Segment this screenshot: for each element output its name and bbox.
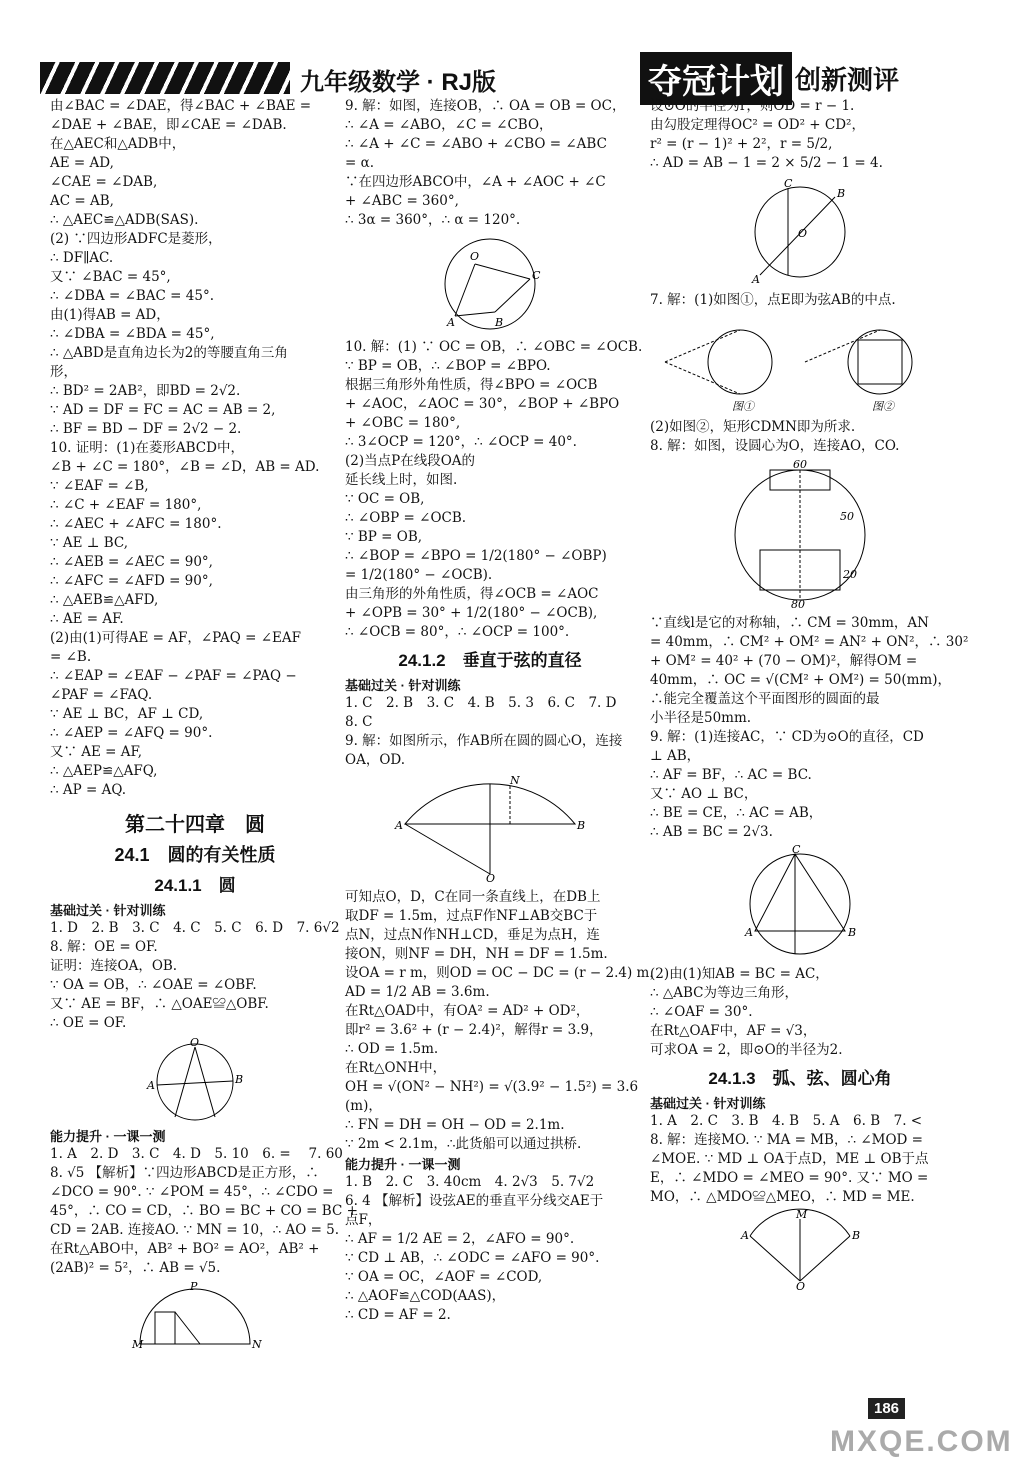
text-line: ∠PAF = ∠FAQ. bbox=[50, 687, 153, 703]
svg-text:B: B bbox=[577, 819, 586, 832]
fig-label-1: 图① bbox=[732, 400, 754, 413]
text-line: ∵在四边形ABCO中，∠A + ∠AOC + ∠C bbox=[345, 174, 606, 190]
text-line: ∵ OC = OB, bbox=[345, 491, 425, 507]
text-line: 1. A 2. C 3. B 4. B 5. A 6. B 7. < bbox=[650, 1113, 923, 1129]
figure-7-pair bbox=[660, 314, 940, 414]
fig-label-2: 图② bbox=[872, 400, 894, 413]
text-line: 8. C bbox=[345, 714, 373, 730]
text-line: ∴ BF = BD − DF = 2√2 − 2. bbox=[50, 421, 242, 437]
watermark: MXQE.COM bbox=[830, 1425, 1013, 1458]
text-line: ∴ OD = 1.5m. bbox=[345, 1041, 439, 1057]
text-line: ∴ ∠C + ∠EAF = 180°, bbox=[50, 497, 202, 513]
text-line: 8. 解：如图，设圆心为O，连接AO，CO. bbox=[650, 438, 900, 454]
text-line: 证明：连接OA，OB. bbox=[50, 958, 178, 974]
svg-text:A: A bbox=[741, 1229, 749, 1242]
basic-heading: 基础过关 · 针对训练 bbox=[50, 903, 166, 918]
svg-text:B: B bbox=[852, 1229, 861, 1242]
text-line: ∴ AE = AF. bbox=[50, 611, 124, 627]
text-line: ∵ BP = OB, bbox=[345, 529, 423, 545]
text-line: 10. 证明：(1)在菱形ABCD中， bbox=[50, 440, 244, 456]
text-line: ∠B + ∠C = 180°，∠B = ∠D，AB = AD. bbox=[50, 459, 320, 475]
text-line: OA，OD. bbox=[345, 752, 406, 768]
text-line: + ∠AOC，∠AOC = 30°，∠BOP + ∠BPO bbox=[345, 396, 620, 412]
svg-text:C: C bbox=[532, 269, 541, 282]
header-subject: 九年级数学 · RJ版 bbox=[300, 69, 497, 96]
svg-text:O: O bbox=[796, 1280, 806, 1293]
text-line: 8. √5 【解析】∵四边形ABCD是正方形，∴ bbox=[50, 1165, 319, 1181]
text-line: ∴ DF∥AC. bbox=[50, 250, 114, 266]
text-line: 9. 解：如图，连接OB，∴ OA = OB = OC， bbox=[345, 98, 626, 114]
svg-text:P: P bbox=[190, 1280, 198, 1293]
text-line: ∵ ∠EAF = ∠B, bbox=[50, 478, 149, 494]
text-line: 设⊙O的半径为r，则OD = r − 1. bbox=[650, 98, 855, 114]
col3-block-a bbox=[650, 97, 950, 173]
svg-text:B: B bbox=[235, 1073, 244, 1086]
text-line: 1. B 2. C 3. 40cm 4. 2√3 5. 7√2 bbox=[345, 1174, 595, 1190]
text-line: (2) ∵四边形ADFC是菱形， bbox=[50, 231, 222, 247]
text-line: 根据三角形外角性质，得∠BPO = ∠OCB bbox=[345, 377, 598, 393]
text-line: 由(1)得AB = AD， bbox=[50, 307, 170, 323]
ability-heading: 能力提升 · 一课一测 bbox=[50, 1129, 166, 1144]
text-line: ∴ ∠DBA = ∠BDA = 45°, bbox=[50, 326, 215, 342]
text-line: ∴ ∠BOP = ∠BPO = 1/2(180° − ∠OBP) bbox=[345, 548, 607, 564]
text-line: 在Rt△OAF中，AF = √3， bbox=[650, 1023, 817, 1039]
text-line: ∴ ∠AFC = ∠AFD = 90°, bbox=[50, 573, 213, 589]
svg-text:B: B bbox=[837, 187, 846, 200]
text-line: CD = 2AB. 连接AO. ∵ MN = 10，∴ AO = 5. bbox=[50, 1222, 340, 1238]
text-line: r² = (r − 1)² + 2²，r = 5/2, bbox=[650, 136, 833, 152]
col2-block-b bbox=[345, 338, 643, 642]
text-line: 9. 解：(1)连接AC，∵ CD为⊙O的直径，CD bbox=[650, 729, 924, 745]
svg-text:C: C bbox=[792, 843, 801, 856]
svg-text:B: B bbox=[495, 316, 504, 329]
fig8-dim-50: 50 bbox=[840, 510, 854, 523]
column-2 bbox=[345, 97, 663, 1325]
text-line: ∠CAE = ∠DAB, bbox=[50, 174, 158, 190]
basic-heading-3: 基础过关 · 针对训练 bbox=[650, 1096, 766, 1111]
col3-block-f bbox=[650, 1112, 950, 1207]
text-line: 1. C 2. B 3. C 4. B 5. 3 6. C 7. D bbox=[345, 695, 617, 711]
text-line: 点N，过点N作NH⊥CD，垂足为点H，连 bbox=[345, 927, 600, 943]
figure-arch-bridge bbox=[390, 774, 590, 884]
col2-block-c bbox=[345, 694, 635, 770]
text-line: ∠DCO = 90°. ∵ ∠POM = 45°，∴ ∠CDO = bbox=[50, 1184, 334, 1200]
text-line: 1. D 2. B 3. C 4. C 5. C 6. D 7. 6√2 bbox=[50, 920, 340, 936]
text-line: ∵ OA = OC，∠AOF = ∠COD, bbox=[345, 1269, 543, 1285]
text-line: 在△AEC和△ADB中， bbox=[50, 136, 186, 152]
text-line: ∵直线l是它的对称轴，∴ CM = 30mm，AN bbox=[650, 615, 929, 631]
subsection-title-3: 24.1.3 弧、弦、圆心角 bbox=[708, 1069, 892, 1088]
svg-text:A: A bbox=[752, 273, 760, 286]
text-line: ∴ △AOF≌△COD(AAS)， bbox=[345, 1288, 506, 1304]
text-line: 8. 解：OE = OF. bbox=[50, 939, 158, 955]
text-line: ∴ ∠AEB = ∠AEC = 90°, bbox=[50, 554, 213, 570]
text-line: ∴ △AEB≌△AFD, bbox=[50, 592, 159, 608]
text-line: ∴ 3α = 360°，∴ α = 120°. bbox=[345, 212, 521, 228]
text-line: 由三角形的外角性质，得∠OCB = ∠AOC bbox=[345, 586, 599, 602]
col1-block-b bbox=[50, 919, 340, 1033]
fig8-dim-80: 80 bbox=[791, 598, 805, 611]
text-line: (2)如图②，矩形CDMN即为所求. bbox=[650, 419, 856, 435]
text-line: ∴ ∠OAF = 30°. bbox=[650, 1004, 753, 1020]
text-line: 7. 解：(1)如图①，点E即为弦AB的中点. bbox=[650, 292, 896, 308]
text-line: + ∠ABC = 360°, bbox=[345, 193, 459, 209]
text-line: ∴ ∠EAP = ∠EAF − ∠PAF = ∠PAQ − bbox=[50, 668, 297, 684]
col2-block-d bbox=[345, 888, 663, 1154]
chapter-title: 第二十四章 圆 bbox=[125, 814, 265, 836]
text-line: 可知点O，D，C在同一条直线上，在DB上 bbox=[345, 889, 601, 905]
text-line: ∵ AE ⊥ BC，AF ⊥ CD, bbox=[50, 706, 204, 722]
text-line: 9. 解：如图所示，作AB所在圆的圆心O，连接 bbox=[345, 733, 623, 749]
header-brand: 夺冠计划 bbox=[640, 52, 792, 105]
text-line: ∴ ∠A + ∠C = ∠ABO + ∠CBO = ∠ABC bbox=[345, 136, 607, 152]
text-line: = 40mm，∴ CM² + OM² = AN² + ON²，∴ 30² bbox=[650, 634, 969, 650]
text-line: 形， bbox=[50, 364, 77, 380]
text-line: ∴ △ABC为等边三角形， bbox=[650, 985, 799, 1001]
text-line: ∵ AD = DF = FC = AC = AB = 2, bbox=[50, 402, 276, 418]
figure-mab bbox=[740, 1208, 861, 1293]
text-line: ∴ △ABD是直角边长为2的等腰直角三角 bbox=[50, 345, 288, 361]
text-line: 接ON，则NF = DH，NH = DF = 1.5m. bbox=[345, 946, 608, 962]
col3-block-b bbox=[650, 291, 950, 310]
text-line: 6. 4 【解析】设弦AE的垂直平分线交AE于 bbox=[345, 1193, 604, 1209]
subsection-title: 24.1.1 圆 bbox=[154, 876, 236, 895]
svg-text:O: O bbox=[486, 872, 496, 885]
svg-text:C: C bbox=[784, 177, 793, 190]
column-3 bbox=[650, 97, 969, 1295]
text-line: ∴ ∠DBA = ∠BAC = 45°. bbox=[50, 288, 215, 304]
text-line: AC = AB, bbox=[50, 193, 114, 209]
text-line: ∴能完全覆盖这个平面图形的圆面的最 bbox=[650, 691, 880, 707]
col1-block-c bbox=[50, 1145, 358, 1278]
text-line: + ∠OPB = 30° + 1/2(180° − ∠OCB), bbox=[345, 605, 598, 621]
text-line: 又∵ AE = BF，∴ △OAE≌△OBF. bbox=[50, 996, 269, 1012]
text-line: ∵ CD ⊥ AB，∴ ∠ODC = ∠AFO = 90°. bbox=[345, 1250, 600, 1266]
svg-text:A: A bbox=[447, 316, 455, 329]
text-line: 45°，∴ CO = CD，∴ BO = BC + CO = BC + bbox=[50, 1203, 358, 1219]
text-line: 1. A 2. D 3. C 4. D 5. 10 6. = 7. 60 bbox=[50, 1146, 343, 1162]
col2-block-e bbox=[345, 1173, 635, 1325]
text-line: E，∴ ∠MDO = ∠MEO = 90°. 又∵ MO = bbox=[650, 1170, 929, 1186]
text-line: = 1/2(180° − ∠OCB). bbox=[345, 567, 493, 583]
text-line: (2)由(1)可得AE = AF，∠PAQ = ∠EAF bbox=[50, 630, 302, 646]
text-line: 40mm，∴ OC = √(CM² + OM²) = 50(mm)， bbox=[650, 672, 951, 688]
text-line: ∴ AF = BF，∴ AC = BC. bbox=[650, 767, 812, 783]
text-line: ∴ ∠A = ∠ABO，∠C = ∠CBO， bbox=[345, 117, 553, 133]
text-line: 取DF = 1.5m，过点F作NF⊥AB交BC于 bbox=[345, 908, 598, 924]
subsection-title-2: 24.1.2 垂直于弦的直径 bbox=[398, 651, 582, 670]
text-line: ∵ AE ⊥ BC, bbox=[50, 535, 129, 551]
text-line: ∴ △AEP≌△AFQ, bbox=[50, 763, 158, 779]
col3-block-c bbox=[650, 418, 950, 456]
text-line: ∴ CD = AF = 2. bbox=[345, 1307, 451, 1323]
header-brand-sub: 创新测评 bbox=[795, 65, 900, 95]
text-line: 又∵ AE = AF, bbox=[50, 744, 143, 760]
svg-text:O: O bbox=[190, 1036, 200, 1049]
text-line: 设OA = r m，则OD = OC − DC = (r − 2.4) m， bbox=[345, 965, 663, 981]
basic-heading-2: 基础过关 · 针对训练 bbox=[345, 678, 461, 693]
text-line: MO，∴ △MDO≌△MEO，∴ MD = ME. bbox=[650, 1189, 915, 1205]
text-line: 可求OA = 2，即⊙O的半径为2. bbox=[650, 1042, 843, 1058]
text-line: ∴ AD = AB − 1 = 2 × 5/2 − 1 = 4. bbox=[650, 155, 883, 171]
svg-text:O: O bbox=[470, 250, 480, 263]
text-line: (2)由(1)知AB = BC = AC， bbox=[650, 966, 829, 982]
text-line: 10. 解：(1) ∵ OC = OB，∴ ∠OBC = ∠OCB. bbox=[345, 339, 643, 355]
svg-text:B: B bbox=[848, 926, 857, 939]
svg-text:N: N bbox=[252, 1338, 262, 1351]
col1-block-a bbox=[50, 97, 340, 800]
text-line: 在Rt△ABO中，AB² + BO² = AO²，AB² + bbox=[50, 1241, 320, 1257]
text-line: ∴ AP = AQ. bbox=[50, 782, 127, 798]
text-line: ∵ OA = OB，∴ ∠OAE = ∠OBF. bbox=[50, 977, 257, 993]
text-line: 又∵ AO ⊥ BC， bbox=[650, 786, 758, 802]
text-line: 小半径是50mm. bbox=[650, 710, 752, 726]
text-line: 在Rt△OAD中，有OA² = AD² + OD²， bbox=[345, 1003, 590, 1019]
text-line: ∴ ∠OCB = 80°，∴ ∠OCP = 100°. bbox=[345, 624, 570, 640]
text-line: ∴ ∠OBP = ∠OCB. bbox=[345, 510, 467, 526]
text-line: ⊥ AB， bbox=[650, 748, 701, 764]
text-line: ∴ 3∠OCP = 120°，∴ ∠OCP = 40°. bbox=[345, 434, 577, 450]
text-line: ∠MOE. ∵ MD ⊥ OA于点D，ME ⊥ OB于点 bbox=[650, 1151, 929, 1167]
text-line: ∴ BE = CE，∴ AC = AB， bbox=[650, 805, 823, 821]
column-1 bbox=[50, 97, 358, 1361]
text-line: 又∵ ∠BAC = 45°, bbox=[50, 269, 171, 285]
page-header bbox=[0, 0, 1000, 100]
text-line: (m)， bbox=[345, 1098, 382, 1114]
text-line: = ∠B. bbox=[50, 649, 92, 665]
text-line: ∴ ∠AEP = ∠AFQ = 90°. bbox=[50, 725, 213, 741]
page-number: 186 bbox=[868, 1398, 905, 1419]
text-line: 8. 解：连接MO. ∵ MA = MB，∴ ∠MOD = bbox=[650, 1132, 923, 1148]
svg-text:M: M bbox=[132, 1338, 144, 1351]
header-stripe bbox=[40, 62, 290, 94]
figure-quad-abco bbox=[425, 234, 555, 334]
text-line: (2AB)² = 5²，∴ AB = √5. bbox=[50, 1260, 221, 1276]
text-line: 点F， bbox=[345, 1212, 382, 1228]
col3-block-e bbox=[650, 965, 950, 1060]
text-line: ∴ AB = BC = 2√3. bbox=[650, 824, 773, 840]
svg-text:N: N bbox=[510, 774, 520, 787]
fig8-dim-20: 20 bbox=[843, 568, 857, 581]
col3-block-d bbox=[650, 614, 969, 842]
svg-text:A: A bbox=[147, 1079, 155, 1092]
fig8-dim-60: 60 bbox=[793, 458, 807, 471]
text-line: AE = AD, bbox=[50, 155, 114, 171]
svg-text:M: M bbox=[796, 1208, 808, 1221]
text-line: ∴ △AEC≌△ADB(SAS). bbox=[50, 212, 199, 228]
text-line: 在Rt△ONH中， bbox=[345, 1060, 447, 1076]
text-line: 即r² = 3.6² + (r − 2.4)²，解得r = 3.9， bbox=[345, 1022, 603, 1038]
text-line: OH = √(ON² − NH²) = √(3.9² − 1.5²) = 3.6 bbox=[345, 1079, 639, 1095]
text-line: = α. bbox=[345, 155, 375, 171]
ability-heading-2: 能力提升 · 一课一测 bbox=[345, 1157, 461, 1172]
text-line: + OM² = 40² + (70 − OM)²，解得OM = bbox=[650, 653, 918, 669]
svg-text:O: O bbox=[798, 227, 808, 240]
figure-8-circle bbox=[725, 460, 875, 610]
text-line: ∴ BD² = 2AB²，即BD = 2√2. bbox=[50, 383, 241, 399]
text-line: + ∠OBC = 180°, bbox=[345, 415, 461, 431]
text-line: 由勾股定理得OC² = OD² + CD²， bbox=[650, 117, 865, 133]
text-line: ∴ AF = 1/2 AE = 2，∠AFO = 90°. bbox=[345, 1231, 575, 1247]
text-line: ∴ FN = DH = OH − OD = 2.1m. bbox=[345, 1117, 565, 1133]
svg-text:A: A bbox=[745, 926, 753, 939]
col2-block-a bbox=[345, 97, 635, 230]
text-line: ∵ BP = OB，∴ ∠BOP = ∠BPO. bbox=[345, 358, 551, 374]
text-line: ∵ 2m < 2.1m，∴此货船可以通过拱桥. bbox=[345, 1136, 582, 1152]
figure-circle-aef bbox=[135, 1037, 255, 1122]
text-line: 延长线上时，如图. bbox=[345, 472, 458, 488]
text-line: ∠DAE + ∠BAE，即∠CAE = ∠DAB. bbox=[50, 117, 287, 133]
figure-square-semicircle bbox=[130, 1282, 260, 1357]
text-line: 由∠BAC = ∠DAE，得∠BAC + ∠BAE = bbox=[50, 98, 312, 114]
text-line: (2)当点P在线段OA的 bbox=[345, 453, 476, 469]
svg-text:A: A bbox=[395, 819, 403, 832]
figure-9-triangle bbox=[740, 843, 860, 961]
text-line: ∴ OE = OF. bbox=[50, 1015, 127, 1031]
text-line: ∴ ∠AEC + ∠AFC = 180°. bbox=[50, 516, 222, 532]
section-title: 24.1 圆的有关性质 bbox=[114, 845, 276, 865]
figure-circle-cd bbox=[740, 177, 860, 287]
text-line: AD = 1/2 AB = 3.6m. bbox=[345, 984, 490, 1000]
